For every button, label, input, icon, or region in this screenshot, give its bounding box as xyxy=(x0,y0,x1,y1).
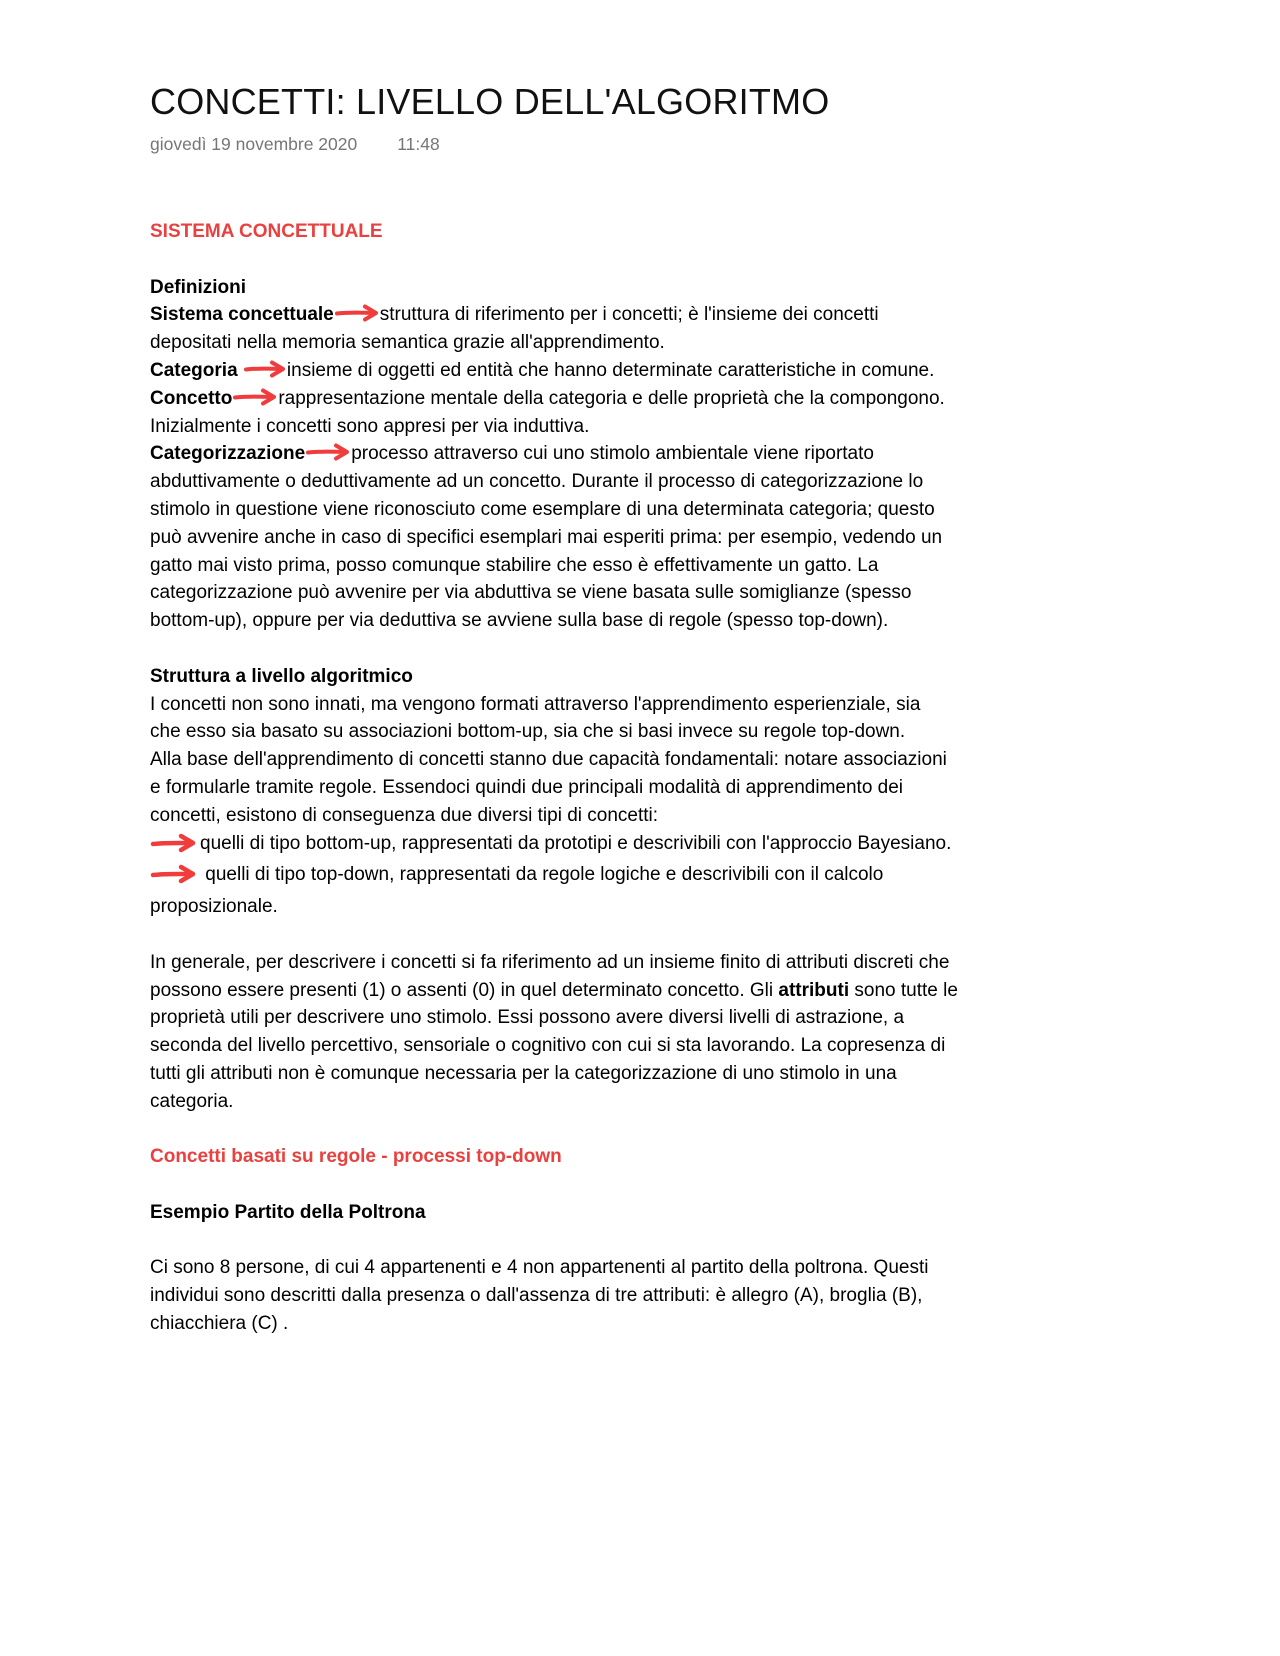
definition-text: processo attraverso cui uno stimolo ambientale viene riportato xyxy=(351,443,874,465)
red-arrow-icon xyxy=(233,388,277,406)
page-title: CONCETTI: LIVELLO DELL'ALGORITMO xyxy=(150,81,830,122)
red-arrow-icon xyxy=(244,360,286,378)
paragraph-line xyxy=(150,977,1070,1005)
paragraph-line: gatto mai visto prima, posso comunque stabilire che esso è effettivamente un gatto. La xyxy=(150,554,879,576)
page-timestamp xyxy=(150,132,1070,156)
paragraph-line: e formularle tramite regole. Essendoci quindi due principali modalità di apprendimento dei xyxy=(150,776,904,798)
definition-text-cont: Inizialmente i concetti sono appresi per via induttiva. xyxy=(150,415,590,437)
term-categoria: Categoria xyxy=(150,359,243,381)
paragraph-line: proprietà utili per descrivere uno stimolo. Essi possono avere diversi livelli di astrazione, a xyxy=(150,1007,905,1029)
paragraph-line: bottom-up), oppure per via deduttiva se avviene sulla base di regole (spesso top-down). xyxy=(150,610,889,632)
text-segment: sono tutte le xyxy=(849,979,958,1001)
term-sistema-concettuale: Sistema concettuale xyxy=(150,304,334,326)
paragraph-line: seconda del livello percettivo, sensoriale o cognitivo con cui si sta lavorando. La copresenza di xyxy=(150,1035,946,1057)
definition-categoria xyxy=(150,357,1070,385)
paragraph-line: individui sono descritti dalla presenza o dall'assenza di tre attributi: è allegro (A), broglia (B), xyxy=(150,1285,923,1307)
paragraph-line: categorizzazione può avvenire per via abduttiva se viene basata sulle somiglianze (spesso xyxy=(150,582,912,604)
algorithmic-structure-block xyxy=(150,663,1070,921)
definition-text: insieme di oggetti ed entità che hanno determinate caratteristiche in comune. xyxy=(286,359,935,381)
text-segment: possono essere presenti (1) o assenti (0) in quel determinato concetto. Gli xyxy=(150,979,779,1001)
red-arrow-icon xyxy=(335,304,379,322)
paragraph-line: può avvenire anche in caso di specifici esemplari mai esperiti prima: per esempio, vedendo un xyxy=(150,526,943,548)
definition-sistema-concettuale xyxy=(150,301,1070,329)
red-arrow-icon xyxy=(150,864,196,893)
paragraph-line: In generale, per descrivere i concetti si fa riferimento ad un insieme finito di attributi discreti che xyxy=(150,951,950,973)
paragraph-line: categoria. xyxy=(150,1090,234,1112)
paragraph-line: abduttivamente o deduttivamente ad un concetto. Durante il processo di categorizzazione lo xyxy=(150,471,924,493)
note-page xyxy=(150,78,1070,1338)
bullet-bottom-up xyxy=(150,830,1070,862)
definition-text: rappresentazione mentale della categoria e delle proprietà che la compongono. xyxy=(278,387,945,409)
paragraph-line: Ci sono 8 persone, di cui 4 appartenenti e 4 non appartenenti al partito della poltrona. Questi xyxy=(150,1257,929,1279)
section-heading-top-down: Concetti basati su regole - processi top-down xyxy=(150,1146,562,1168)
example-heading: Esempio Partito della Poltrona xyxy=(150,1201,426,1223)
attributes-paragraph xyxy=(150,949,1070,1116)
red-arrow-icon xyxy=(150,833,196,862)
definition-text: struttura di riferimento per i concetti; è l'insieme dei concetti xyxy=(379,304,879,326)
paragraph-line: Alla base dell'apprendimento di concetti stanno due capacità fondamentali: notare associazioni xyxy=(150,749,947,771)
term-categorizzazione: Categorizzazione xyxy=(150,443,306,465)
definitions-heading: Definizioni xyxy=(150,276,247,298)
paragraph-line: tutti gli attributi non è comunque necessaria per la categorizzazione di uno stimolo in una xyxy=(150,1062,897,1084)
example-paragraph xyxy=(150,1254,1070,1337)
paragraph-line: chiacchiera (C) . xyxy=(150,1313,289,1335)
term-concetto: Concetto xyxy=(150,387,233,409)
page-date: giovedì 19 novembre 2020 xyxy=(150,134,358,154)
bullet-text: quelli di tipo bottom-up, rappresentati da prototipi e descrivibili con l'approccio Bayesiano. xyxy=(200,832,952,854)
paragraph-line: I concetti non sono innati, ma vengono formati attraverso l'apprendimento esperienziale, sia xyxy=(150,693,921,715)
paragraph-line: stimolo in questione viene riconosciuto come esemplare di una determinata categoria; questo xyxy=(150,498,935,520)
section-heading-struttura: Struttura a livello algoritmico xyxy=(150,665,413,687)
definition-text-cont: depositati nella memoria semantica grazie all'apprendimento. xyxy=(150,332,665,354)
bullet-text-cont: proposizionale. xyxy=(150,896,278,918)
bullet-text: quelli di tipo top-down, rappresentati da regole logiche e descrivibili con il calcolo xyxy=(200,864,884,886)
bullet-top-down xyxy=(150,861,1070,893)
definitions-block xyxy=(150,274,1070,635)
red-arrow-icon xyxy=(306,443,350,461)
paragraph-line: che esso sia basato su associazioni bottom-up, sia che si basi invece su regole top-down. xyxy=(150,721,906,743)
definition-categorizzazione xyxy=(150,440,1070,468)
page-time: 11:48 xyxy=(397,134,440,154)
section-heading-sistema-concettuale: SISTEMA CONCETTUALE xyxy=(150,221,383,242)
definition-concetto xyxy=(150,385,1070,413)
paragraph-line: concetti, esistono di conseguenza due diversi tipi di concetti: xyxy=(150,804,659,826)
term-attributi: attributi xyxy=(778,979,850,1001)
